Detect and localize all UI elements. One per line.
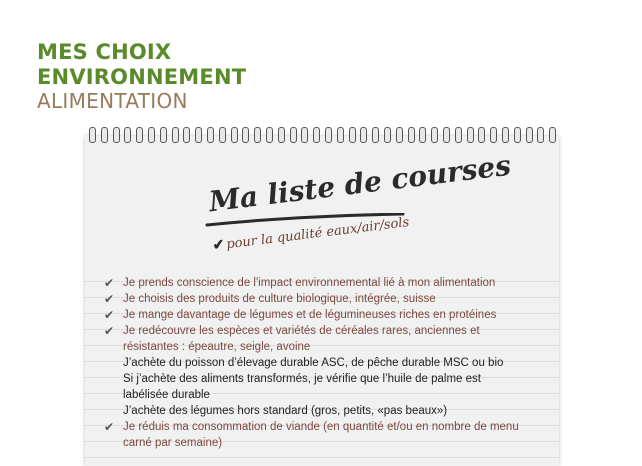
spiral-ring [431,127,438,143]
spiral-ring [360,127,367,143]
list-item [104,355,524,371]
spiral-ring [231,127,238,143]
spiral-ring [478,127,485,143]
spiral-ring [490,127,497,143]
list-item-text: J’achète du poisson d’élevage durable ASC, de pêche durable MSC ou bio [123,357,504,369]
spiral-ring [219,127,226,143]
spiral-ring [195,127,202,143]
spiral-ring [183,127,190,143]
spiral-ring [266,127,273,143]
spiral-ring [89,127,96,143]
checkmark-icon: ✔ [104,292,115,306]
spiral-binding [85,127,559,145]
spiral-ring [337,127,344,143]
spiral-ring [514,127,521,143]
spiral-ring [455,127,462,143]
list-item [104,403,524,419]
spiral-ring [443,127,450,143]
list-item-text: Je choisis des produits de culture biologique, intégrée, suisse [123,293,436,305]
spiral-ring [242,127,249,143]
checkmark-icon: ✔ [104,324,115,338]
list-item [104,275,524,291]
page-header [37,40,246,113]
spiral-ring [254,127,261,143]
list-item [104,323,524,355]
spiral-ring [301,127,308,143]
spiral-ring [549,127,556,143]
spiral-ring [467,127,474,143]
spiral-ring [372,127,379,143]
checkmark-icon: ✔ [104,308,115,322]
list-item-text: J’achète des légumes hors standard (gros, petits, «pas beaux») [123,405,448,417]
spiral-ring [526,127,533,143]
notepad-title: Ma liste de courses [207,148,513,219]
list-item [104,371,524,403]
header-subtitle: ALIMENTATION [37,89,188,113]
spiral-ring [384,127,391,143]
spiral-ring [124,127,131,143]
spiral-ring [160,127,167,143]
list-item-text: Je réduis ma consommation de viande (en quantité et/ou en nombre de menu carné par semaine) [123,421,519,449]
list-item [104,419,524,451]
spiral-ring [502,127,509,143]
spiral-ring [396,127,403,143]
spiral-ring [136,127,143,143]
spiral-ring [325,127,332,143]
spiral-ring [148,127,155,143]
notepad-subtitle-text: pour la qualité eaux/air/sols [225,214,411,253]
spiral-ring [172,127,179,143]
header-title-line-1: MES CHOIX [37,40,172,64]
list-item-text: Je redécouvre les espèces et variétés de céréales rares, anciennes et résistantes : épeautre, seigle, avoine [123,325,480,353]
spiral-ring [408,127,415,143]
spiral-ring [290,127,297,143]
checkmark-icon: ✔ [211,236,226,254]
spiral-ring [313,127,320,143]
list-item-text: Si j’achète des aliments transformés, je vérifie que l’huile de palme est labélisée durable [123,373,481,401]
list-item [104,307,524,323]
list-item [104,291,524,307]
header-title-line-2: ENVIRONNEMENT [37,65,247,89]
spiral-ring [207,127,214,143]
spiral-ring [101,127,108,143]
spiral-ring [113,127,120,143]
checkmark-icon: ✔ [104,420,115,434]
list-item-text: Je prends conscience de l'impact environnemental lié à mon alimentation [123,277,496,289]
spiral-ring [278,127,285,143]
spiral-ring [537,127,544,143]
list-item-text: Je mange davantage de légumes et de légumineuses riches en protéines [123,309,497,321]
checkmark-icon: ✔ [104,276,115,290]
spiral-ring [419,127,426,143]
spiral-ring [349,127,356,143]
shopping-list [104,275,524,451]
